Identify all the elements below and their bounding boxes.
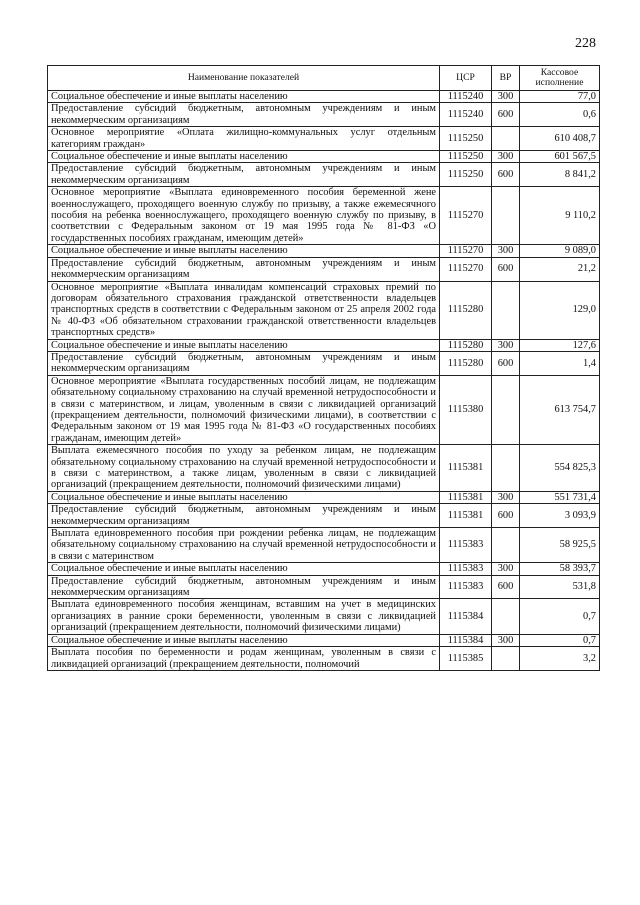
cell-sum: 127,6 bbox=[520, 339, 600, 351]
cell-vr: 600 bbox=[492, 257, 520, 281]
cell-vr: 300 bbox=[492, 91, 520, 103]
cell-sum: 0,7 bbox=[520, 599, 600, 634]
table-row bbox=[48, 575, 600, 599]
cell-name: Социальное обеспечение и иные выплаты населению bbox=[48, 151, 440, 163]
cell-name: Выплата единовременного пособия при рождении ребенка лицам, не подлежащим обязательному социальному страхованию на случай временной нетрудоспособности и в связи с материнством bbox=[48, 528, 440, 563]
cell-sum: 9 089,0 bbox=[520, 245, 600, 257]
cell-csr: 1115270 bbox=[440, 257, 492, 281]
cell-name: Предоставление субсидий бюджетным, автономным учреждениям и иным некоммерческим организациям bbox=[48, 351, 440, 375]
header-sum: Кассовое исполнение bbox=[520, 66, 600, 91]
table-header-row bbox=[48, 66, 600, 91]
cell-csr: 1115250 bbox=[440, 163, 492, 187]
header-name: Наименование показателей bbox=[48, 66, 440, 91]
cell-name: Социальное обеспечение и иные выплаты населению bbox=[48, 91, 440, 103]
cell-sum: 3 093,9 bbox=[520, 504, 600, 528]
cell-name: Предоставление субсидий бюджетным, автономным учреждениям и иным некоммерческим организациям bbox=[48, 575, 440, 599]
cell-vr bbox=[492, 375, 520, 444]
cell-vr bbox=[492, 599, 520, 634]
cell-csr: 1115250 bbox=[440, 127, 492, 151]
table-row bbox=[48, 257, 600, 281]
cell-vr: 600 bbox=[492, 103, 520, 127]
cell-name: Предоставление субсидий бюджетным, автономным учреждениям и иным некоммерческим организациям bbox=[48, 257, 440, 281]
table-row bbox=[48, 351, 600, 375]
cell-csr: 1115270 bbox=[440, 245, 492, 257]
table-row bbox=[48, 91, 600, 103]
cell-sum: 601 567,5 bbox=[520, 151, 600, 163]
cell-name: Предоставление субсидий бюджетным, автономным учреждениям и иным некоммерческим организациям bbox=[48, 163, 440, 187]
cell-vr: 300 bbox=[492, 339, 520, 351]
budget-table bbox=[47, 65, 600, 671]
table-row bbox=[48, 504, 600, 528]
cell-vr: 600 bbox=[492, 351, 520, 375]
cell-name: Социальное обеспечение и иные выплаты населению bbox=[48, 245, 440, 257]
cell-sum: 129,0 bbox=[520, 281, 600, 339]
table-row bbox=[48, 151, 600, 163]
cell-vr bbox=[492, 528, 520, 563]
cell-sum: 21,2 bbox=[520, 257, 600, 281]
table-row bbox=[48, 245, 600, 257]
cell-sum: 0,7 bbox=[520, 634, 600, 646]
table-row bbox=[48, 528, 600, 563]
cell-sum: 613 754,7 bbox=[520, 375, 600, 444]
table-row bbox=[48, 187, 600, 245]
cell-vr: 300 bbox=[492, 634, 520, 646]
table-row bbox=[48, 339, 600, 351]
cell-sum: 9 110,2 bbox=[520, 187, 600, 245]
header-csr: ЦСР bbox=[440, 66, 492, 91]
cell-sum: 554 825,3 bbox=[520, 445, 600, 492]
cell-vr bbox=[492, 647, 520, 671]
cell-name: Социальное обеспечение и иные выплаты населению bbox=[48, 491, 440, 503]
cell-csr: 1115383 bbox=[440, 575, 492, 599]
cell-vr bbox=[492, 187, 520, 245]
cell-name: Основное мероприятие «Выплата государственных пособий лицам, не подлежащим обязательному социальному страхованию на случай временной нетрудоспособности и в связи с материнством, и лицам, уволенным в связи с ликвидацией организаций (прекращением деятельности, полномочий физическими лицами), в соответствии с Федеральным законом от 19 мая 1995 года № 81-ФЗ «О государственных пособиях гражданам, имеющим детей» bbox=[48, 375, 440, 444]
cell-csr: 1115381 bbox=[440, 504, 492, 528]
cell-vr bbox=[492, 127, 520, 151]
cell-name: Социальное обеспечение и иные выплаты населению bbox=[48, 339, 440, 351]
cell-name: Социальное обеспечение и иные выплаты населению bbox=[48, 634, 440, 646]
cell-name: Социальное обеспечение и иные выплаты населению bbox=[48, 563, 440, 575]
table-row bbox=[48, 103, 600, 127]
cell-csr: 1115280 bbox=[440, 281, 492, 339]
cell-csr: 1115270 bbox=[440, 187, 492, 245]
cell-sum: 1,4 bbox=[520, 351, 600, 375]
table-row bbox=[48, 634, 600, 646]
cell-name: Основное мероприятие «Выплата единовременного пособия беременной жене военнослужащего, проходящего военную службу по призыву, а также ежемесячного пособия на ребенка военнослужащего, проходящего военную службу по призыву, в соответствии с Федеральным законом от 19 мая 1995 года № 81-ФЗ «О государственных пособиях гражданам, имеющим детей» bbox=[48, 187, 440, 245]
cell-csr: 1115381 bbox=[440, 445, 492, 492]
cell-sum: 8 841,2 bbox=[520, 163, 600, 187]
cell-vr: 300 bbox=[492, 563, 520, 575]
cell-vr bbox=[492, 281, 520, 339]
cell-sum: 0,6 bbox=[520, 103, 600, 127]
table-row bbox=[48, 599, 600, 634]
cell-sum: 3,2 bbox=[520, 647, 600, 671]
cell-vr: 300 bbox=[492, 491, 520, 503]
cell-sum: 77,0 bbox=[520, 91, 600, 103]
cell-name: Выплата пособия по беременности и родам женщинам, уволенным в связи с ликвидацией организаций (прекращением деятельности, полномочий bbox=[48, 647, 440, 671]
table-row bbox=[48, 491, 600, 503]
table-row bbox=[48, 445, 600, 492]
cell-csr: 1115381 bbox=[440, 491, 492, 503]
table-row bbox=[48, 127, 600, 151]
cell-csr: 1115383 bbox=[440, 563, 492, 575]
table-row bbox=[48, 375, 600, 444]
cell-vr: 300 bbox=[492, 245, 520, 257]
table-row bbox=[48, 163, 600, 187]
cell-csr: 1115385 bbox=[440, 647, 492, 671]
cell-vr: 600 bbox=[492, 504, 520, 528]
cell-vr: 600 bbox=[492, 575, 520, 599]
page-number: 228 bbox=[575, 36, 596, 51]
cell-vr bbox=[492, 445, 520, 492]
cell-sum: 551 731,4 bbox=[520, 491, 600, 503]
cell-name: Основное мероприятие «Выплата инвалидам компенсаций страховых премий по договорам обязательного страхования гражданской ответственности владельцев транспортных средств в соответствии с Федеральным законом от 25 апреля 2002 года № 40-ФЗ «Об обязательном страховании гражданской ответственности владельцев транспортных средств» bbox=[48, 281, 440, 339]
cell-csr: 1115280 bbox=[440, 351, 492, 375]
table-row bbox=[48, 563, 600, 575]
table-row bbox=[48, 281, 600, 339]
cell-csr: 1115380 bbox=[440, 375, 492, 444]
cell-csr: 1115240 bbox=[440, 103, 492, 127]
header-vr: ВР bbox=[492, 66, 520, 91]
cell-name: Предоставление субсидий бюджетным, автономным учреждениям и иным некоммерческим организациям bbox=[48, 103, 440, 127]
cell-csr: 1115384 bbox=[440, 599, 492, 634]
cell-csr: 1115384 bbox=[440, 634, 492, 646]
cell-csr: 1115240 bbox=[440, 91, 492, 103]
cell-name: Выплата единовременного пособия женщинам, вставшим на учет в медицинских организациях в ранние сроки беременности, уволенным в связи с ликвидацией организаций (прекращением деятельности, полномочий физическими лицами) bbox=[48, 599, 440, 634]
cell-csr: 1115280 bbox=[440, 339, 492, 351]
cell-name: Выплата ежемесячного пособия по уходу за ребенком лицам, не подлежащим обязательному социальному страхованию на случай временной нетрудоспособности и в связи с материнством, а также лицам, уволенным в связи с ликвидацией организаций (прекращением деятельности, полномочий физическими лицами) bbox=[48, 445, 440, 492]
table-row bbox=[48, 647, 600, 671]
cell-csr: 1115250 bbox=[440, 151, 492, 163]
cell-name: Предоставление субсидий бюджетным, автономным учреждениям и иным некоммерческим организациям bbox=[48, 504, 440, 528]
cell-vr: 300 bbox=[492, 151, 520, 163]
cell-csr: 1115383 bbox=[440, 528, 492, 563]
cell-sum: 58 393,7 bbox=[520, 563, 600, 575]
cell-name: Основное мероприятие «Оплата жилищно-коммунальных услуг отдельным категориям граждан» bbox=[48, 127, 440, 151]
cell-vr: 600 bbox=[492, 163, 520, 187]
cell-sum: 531,8 bbox=[520, 575, 600, 599]
cell-sum: 610 408,7 bbox=[520, 127, 600, 151]
cell-sum: 58 925,5 bbox=[520, 528, 600, 563]
